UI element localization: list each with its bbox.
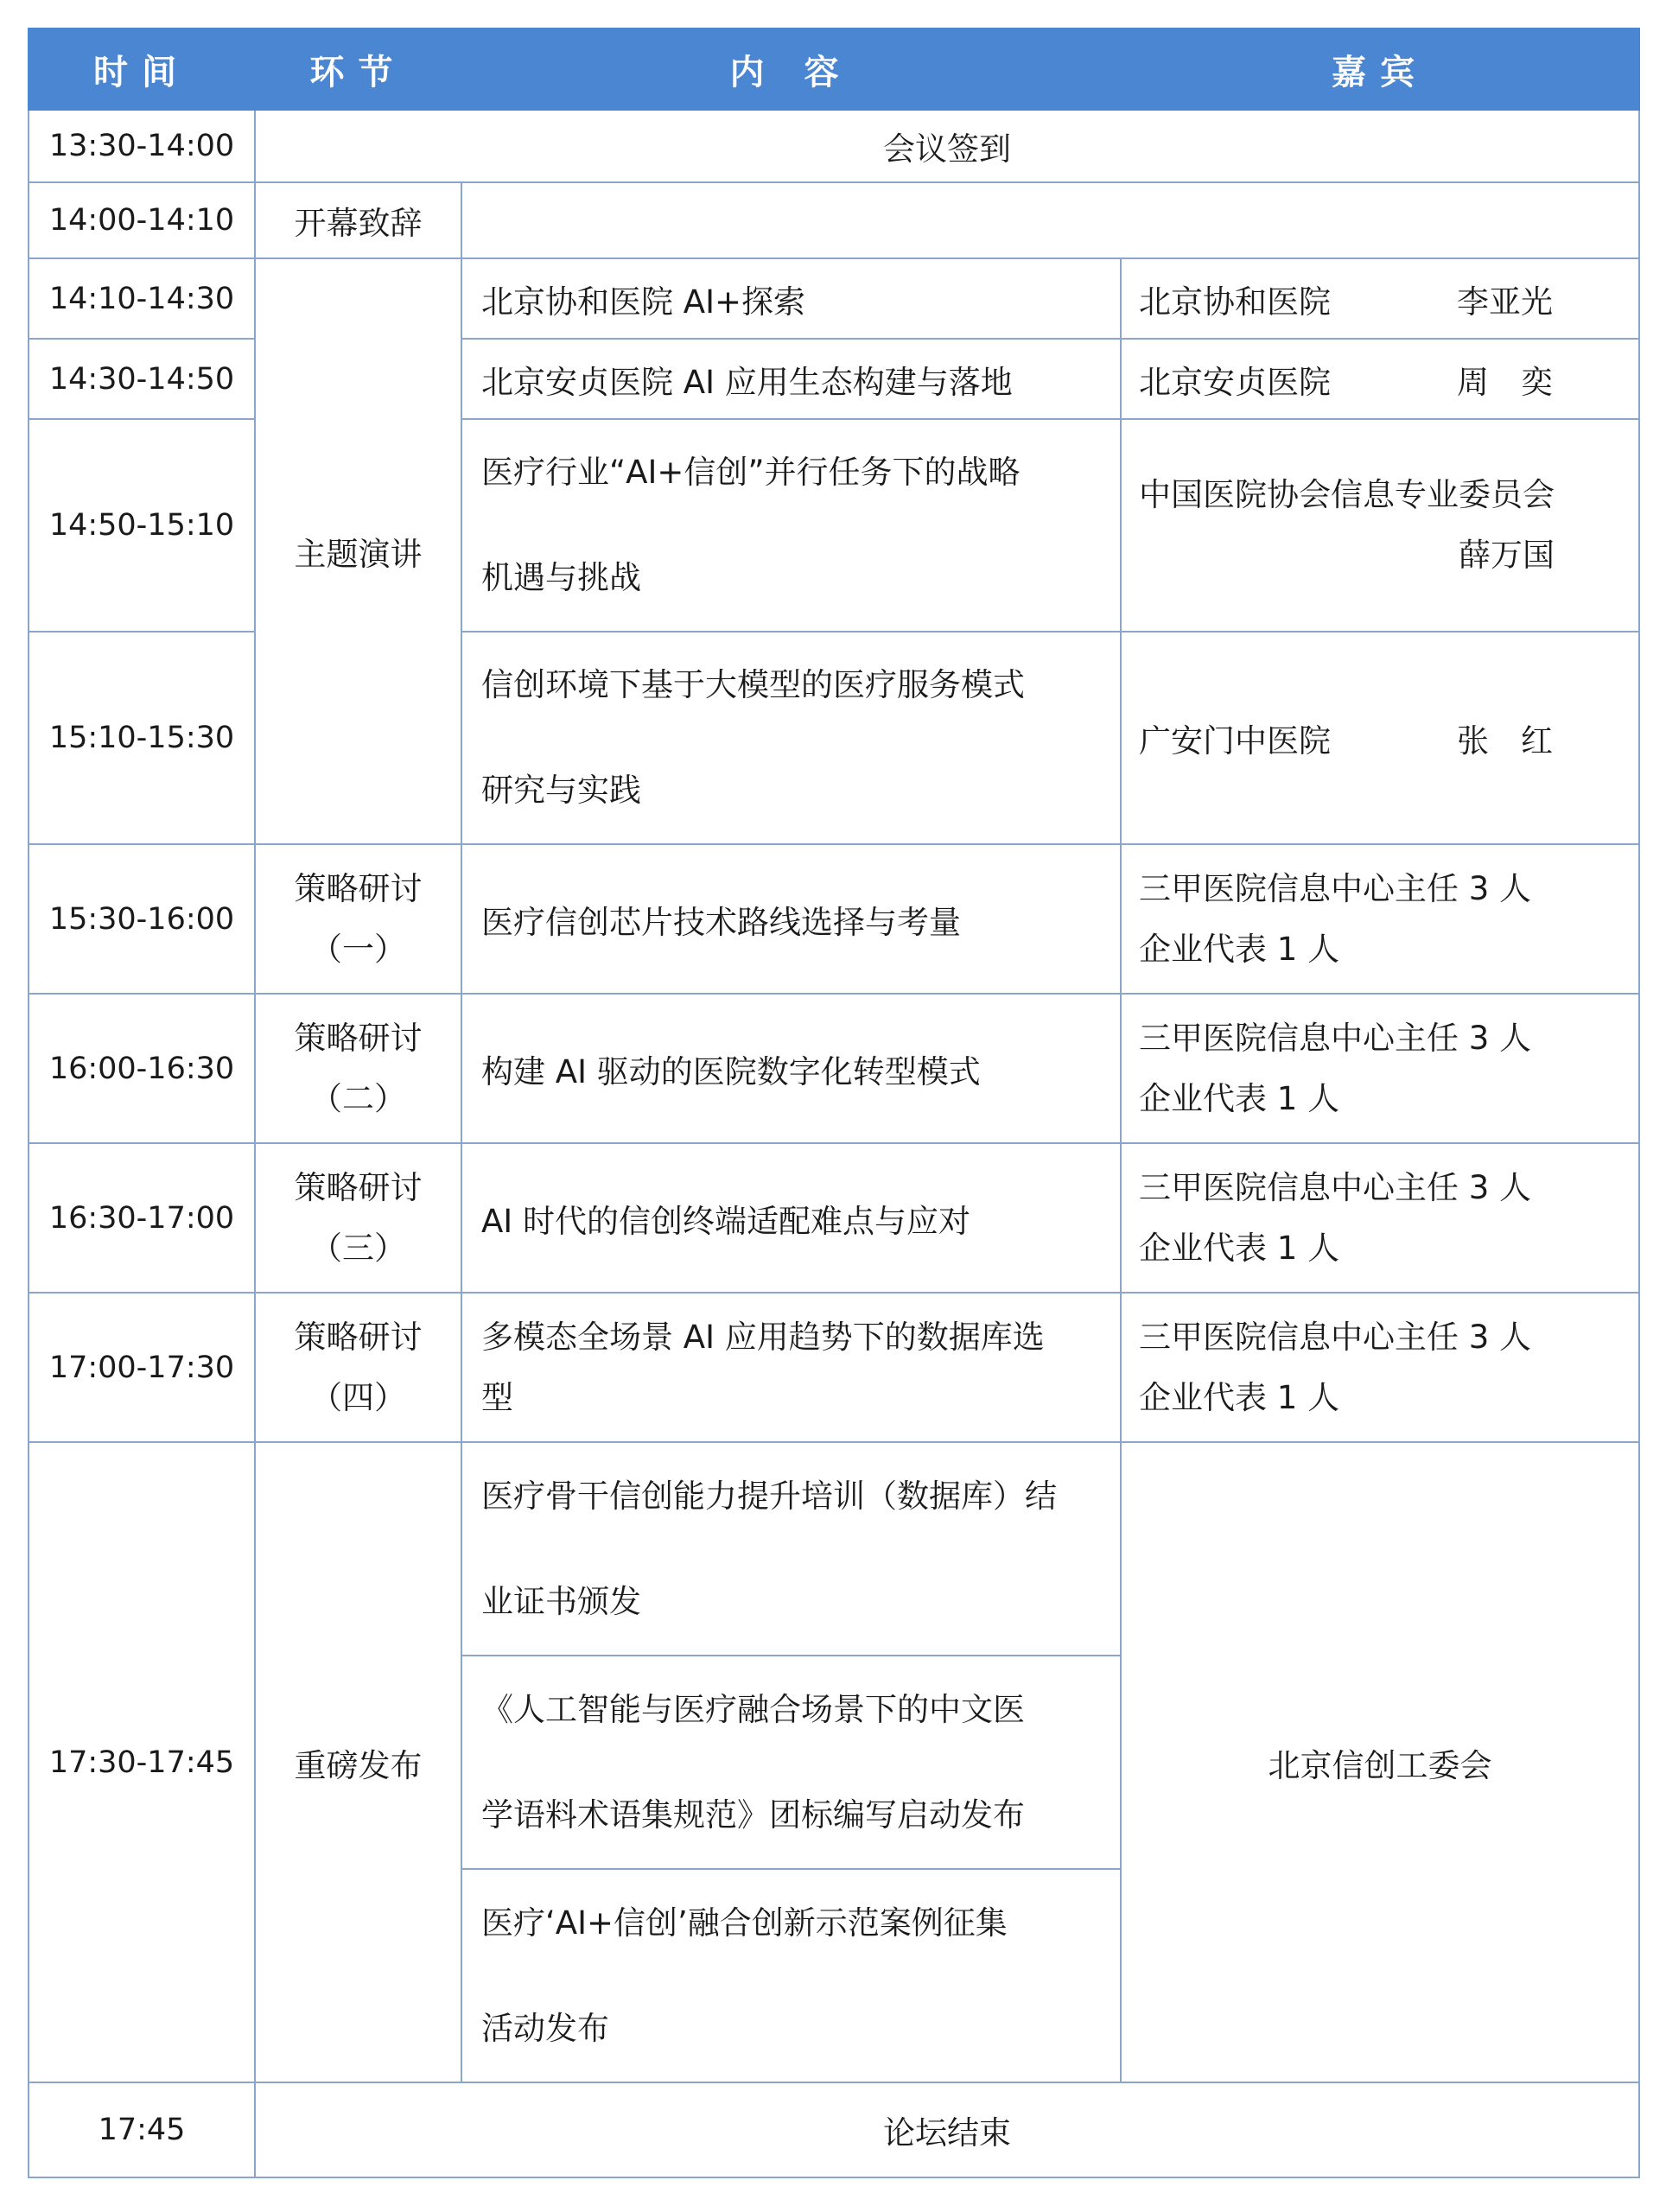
section-line: （二） — [310, 1079, 406, 1117]
guest-org: 广安门中医院 — [1139, 722, 1331, 760]
guest-org: 北京安贞医院 — [1139, 363, 1331, 401]
section-cell: 重磅发布 — [255, 1442, 461, 2082]
time-cell: 16:00-16:30 — [29, 994, 255, 1143]
table-row — [29, 2082, 1639, 2177]
content-cell — [461, 419, 1121, 632]
content-cell — [461, 1442, 1121, 1656]
time-cell: 17:30-17:45 — [29, 1442, 255, 2082]
time-cell: 15:10-15:30 — [29, 632, 255, 844]
header-guest: 嘉宾 — [1121, 29, 1639, 110]
table-row — [29, 1442, 1639, 1656]
content-cell: 北京安贞医院 AI 应用生态构建与落地 — [461, 339, 1121, 419]
time-cell: 14:50-15:10 — [29, 419, 255, 632]
section-cell — [255, 994, 461, 1143]
section-line: （三） — [310, 1229, 406, 1267]
time-cell: 13:30-14:00 — [29, 110, 255, 182]
content-cell: 论坛结束 — [255, 2082, 1639, 2177]
time-cell: 15:30-16:00 — [29, 844, 255, 994]
guest-name: 张 红 — [1457, 722, 1553, 760]
guest-cell — [1121, 994, 1639, 1143]
section-cell — [255, 844, 461, 994]
header-section: 环节 — [255, 29, 461, 110]
table-row — [29, 110, 1639, 182]
table-row — [29, 1293, 1639, 1442]
content-line: 多模态全场景 AI 应用趋势下的数据库选 — [481, 1318, 1045, 1356]
content-line: 学语料术语集规范》团标编写启动发布 — [481, 1796, 1025, 1834]
header-time: 时间 — [29, 29, 255, 110]
header-row — [29, 29, 1639, 110]
guest-cell — [1121, 844, 1639, 994]
section-cell: 开幕致辞 — [255, 182, 461, 258]
guest-line: 三甲医院信息中心主任 3 人 — [1139, 1168, 1532, 1206]
section-line: 策略研讨 — [294, 1318, 423, 1356]
guest-line: 三甲医院信息中心主任 3 人 — [1139, 1318, 1532, 1356]
table-row — [29, 844, 1639, 994]
guest-line: 企业代表 1 人 — [1139, 1229, 1340, 1267]
content-line: 研究与实践 — [481, 772, 641, 809]
guest-cell — [1121, 632, 1639, 844]
guest-name: 薛万国 — [1459, 537, 1555, 574]
guest-line: 企业代表 1 人 — [1139, 930, 1340, 968]
section-cell: 主题演讲 — [255, 258, 461, 844]
content-line: 信创环境下基于大模型的医疗服务模式 — [481, 666, 1025, 703]
guest-cell — [1121, 258, 1639, 339]
section-line: 策略研讨 — [294, 1168, 423, 1206]
content-line: 医疗‘AI+信创’融合创新示范案例征集 — [481, 1904, 1008, 1942]
guest-name: 李亚光 — [1457, 283, 1553, 321]
section-line: 策略研讨 — [294, 1019, 423, 1057]
section-cell — [255, 1143, 461, 1293]
agenda-table-wrapper — [28, 28, 1638, 2178]
content-cell — [461, 632, 1121, 844]
content-cell: AI 时代的信创终端适配难点与应对 — [461, 1143, 1121, 1293]
agenda-table — [28, 28, 1640, 2178]
section-line: （一） — [310, 930, 406, 968]
content-line: 医疗骨干信创能力提升培训（数据库）结 — [481, 1477, 1057, 1515]
content-line: 医疗行业“AI+信创”并行任务下的战略 — [481, 454, 1021, 491]
guest-org: 北京协和医院 — [1139, 283, 1331, 321]
time-cell: 14:10-14:30 — [29, 258, 255, 339]
content-cell: 会议签到 — [255, 110, 1639, 182]
guest-line: 三甲医院信息中心主任 3 人 — [1139, 869, 1532, 907]
content-cell — [461, 1293, 1121, 1442]
guest-org: 中国医院协会信息专业委员会 — [1139, 476, 1555, 513]
guest-cell: 北京信创工委会 — [1121, 1442, 1639, 2082]
content-cell: 北京协和医院 AI+探索 — [461, 258, 1121, 339]
table-row — [29, 1143, 1639, 1293]
table-row — [29, 994, 1639, 1143]
content-line: 机遇与挑战 — [481, 559, 641, 596]
section-cell — [255, 1293, 461, 1442]
guest-cell — [1121, 1143, 1639, 1293]
content-cell — [461, 1869, 1121, 2082]
content-line: 业证书颁发 — [481, 1582, 641, 1620]
guest-cell — [1121, 339, 1639, 419]
table-row — [29, 182, 1639, 258]
time-cell: 14:00-14:10 — [29, 182, 255, 258]
content-line: 型 — [481, 1378, 513, 1416]
guest-line: 企业代表 1 人 — [1139, 1378, 1340, 1416]
guest-cell — [1121, 419, 1639, 632]
guest-name: 周 奕 — [1457, 363, 1553, 401]
content-cell: 构建 AI 驱动的医院数字化转型模式 — [461, 994, 1121, 1143]
content-cell — [461, 182, 1639, 258]
guest-cell — [1121, 1293, 1639, 1442]
content-line: 《人工智能与医疗融合场景下的中文医 — [481, 1690, 1025, 1728]
section-line: 策略研讨 — [294, 869, 423, 907]
guest-line: 三甲医院信息中心主任 3 人 — [1139, 1019, 1532, 1057]
content-cell — [461, 1656, 1121, 1869]
content-cell: 医疗信创芯片技术路线选择与考量 — [461, 844, 1121, 994]
time-cell: 17:45 — [29, 2082, 255, 2177]
time-cell: 14:30-14:50 — [29, 339, 255, 419]
time-cell: 16:30-17:00 — [29, 1143, 255, 1293]
content-line: 活动发布 — [481, 2009, 609, 2047]
table-row — [29, 258, 1639, 339]
header-content: 内 容 — [461, 29, 1121, 110]
section-line: （四） — [310, 1378, 406, 1416]
time-cell: 17:00-17:30 — [29, 1293, 255, 1442]
guest-line: 企业代表 1 人 — [1139, 1079, 1340, 1117]
